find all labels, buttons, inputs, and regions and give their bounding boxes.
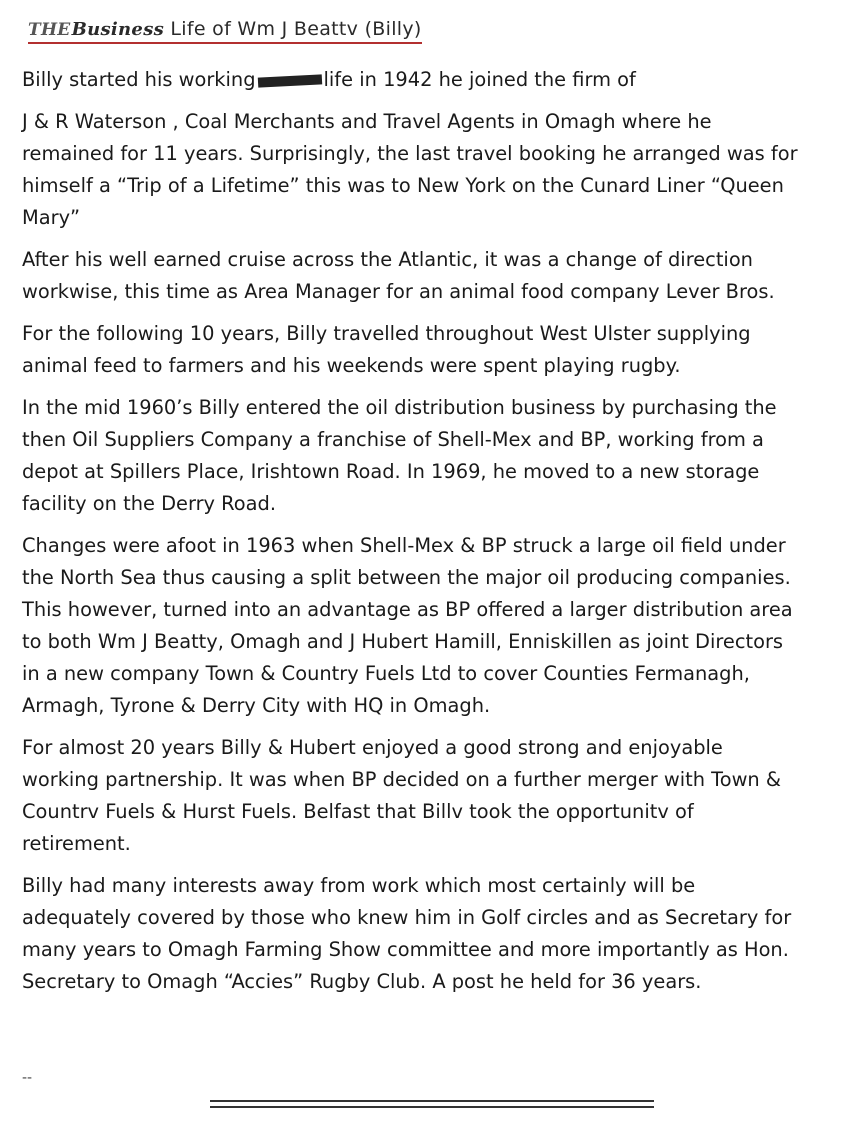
paragraph-line: Mary” bbox=[22, 206, 81, 229]
paragraph-8 bbox=[22, 870, 834, 998]
footer-dashes: -- bbox=[22, 1070, 33, 1086]
paragraph-3 bbox=[22, 244, 834, 308]
paragraph-line: in a new company Town & Country Fuels Ltd to cover Counties Fermanagh, bbox=[22, 662, 750, 685]
document-body bbox=[22, 64, 834, 1008]
paragraph-line: himself a “Trip of a Lifetime” this was to New York on the Cunard Liner “Queen bbox=[22, 174, 784, 197]
title-rest: Life of Wm J Beattv (Billy) bbox=[164, 18, 422, 40]
paragraph-line: J & R Waterson , Coal Merchants and Travel Agents in Omagh where he bbox=[22, 110, 712, 133]
paragraph-line: retirement. bbox=[22, 832, 131, 855]
paragraph-line: Changes were afoot in 1963 when Shell-Mex & BP struck a large oil field under bbox=[22, 534, 786, 557]
paragraph-line: For the following 10 years, Billy travelled throughout West Ulster supplying bbox=[22, 322, 751, 345]
line-segment-1: Billy started his working bbox=[22, 68, 256, 91]
paragraph-line: animal feed to farmers and his weekends were spent playing rugby. bbox=[22, 354, 681, 377]
paragraph-line: the North Sea thus causing a split between the major oil producing companies. bbox=[22, 566, 791, 589]
paragraph-line: working partnership. It was when BP decided on a further merger with Town & bbox=[22, 768, 782, 791]
paragraph-line: Armagh, Tyrone & Derry City with HQ in Omagh. bbox=[22, 694, 491, 717]
paragraph-7 bbox=[22, 732, 834, 860]
paragraph-line: Countrv Fuels & Hurst Fuels. Belfast that Billv took the opportunitv of bbox=[22, 800, 694, 823]
paragraph-6 bbox=[22, 530, 834, 722]
paragraph-line: adequately covered by those who knew him in Golf circles and as Secretary for bbox=[22, 906, 792, 929]
title-prefix: THE bbox=[28, 20, 71, 40]
paragraph-line: Secretary to Omagh “Accies” Rugby Club. A post he held for 36 years. bbox=[22, 970, 702, 993]
title-bold-part: Business bbox=[71, 19, 165, 40]
paragraph-line: many years to Omagh Farming Show committee and more importantly as Hon. bbox=[22, 938, 789, 961]
paragraph-line: For almost 20 years Billy & Hubert enjoyed a good strong and enjoyable bbox=[22, 736, 723, 759]
paragraph-2 bbox=[22, 106, 834, 234]
paragraph-line: workwise, this time as Area Manager for an animal food company Lever Bros. bbox=[22, 280, 775, 303]
document-title bbox=[28, 18, 422, 44]
paragraph-line: depot at Spillers Place, Irishtown Road. In 1969, he moved to a new storage bbox=[22, 460, 760, 483]
paragraph-line: This however, turned into an advantage as BP offered a larger distribution area bbox=[22, 598, 793, 621]
paragraph-line: remained for 11 years. Surprisingly, the last travel booking he arranged was for bbox=[22, 142, 798, 165]
paragraph-5 bbox=[22, 392, 834, 520]
footer-double-rule bbox=[210, 1100, 654, 1108]
paragraph-1 bbox=[22, 64, 834, 96]
paragraph-line: Billy had many interests away from work which most certainly will be bbox=[22, 874, 696, 897]
paragraph-line: facility on the Derry Road. bbox=[22, 492, 276, 515]
paragraph-4 bbox=[22, 318, 834, 382]
paragraph-line bbox=[22, 64, 834, 96]
redaction-mark bbox=[257, 74, 321, 87]
paragraph-line: After his well earned cruise across the Atlantic, it was a change of direction bbox=[22, 248, 753, 271]
line-segment-2: life in 1942 he joined the firm of bbox=[323, 68, 636, 91]
paragraph-line: then Oil Suppliers Company a franchise of Shell-Mex and BP, working from a bbox=[22, 428, 764, 451]
paragraph-line: In the mid 1960’s Billy entered the oil distribution business by purchasing the bbox=[22, 396, 777, 419]
paragraph-line: to both Wm J Beatty, Omagh and J Hubert Hamill, Enniskillen as joint Directors bbox=[22, 630, 784, 653]
